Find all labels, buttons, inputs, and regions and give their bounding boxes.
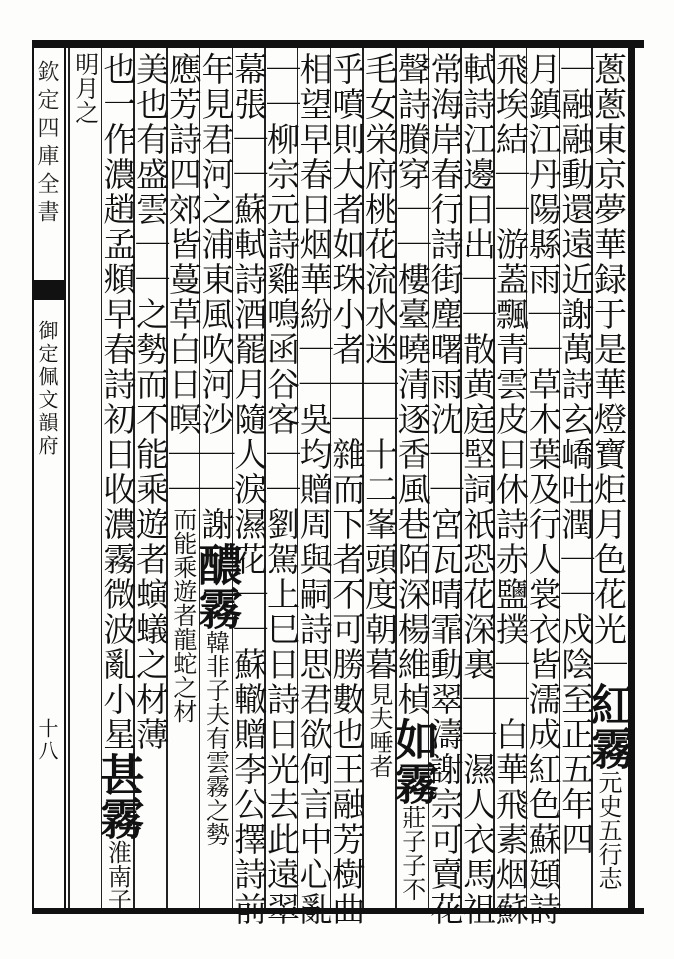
text-column — [163, 52, 203, 902]
annotation-text: 而能乘遊者龍蛇之材 — [168, 507, 197, 723]
text-column — [556, 52, 596, 902]
entry-heading: 甚霧 — [92, 752, 144, 840]
frame-right-border — [628, 40, 635, 914]
text-column — [261, 52, 301, 927]
text-column — [92, 52, 144, 912]
text-column — [294, 52, 334, 927]
body-text: 幕張｜｜蘇軾詩酒罷月隨人淚濕花｜｜蘇轍贈李公擇詩前 — [229, 52, 269, 927]
text-column — [360, 52, 400, 902]
text-column — [490, 52, 530, 927]
annotation-text: 見夫唾者 — [365, 682, 394, 778]
body-text: ｜｜柳宗元詩雞鳴函谷客｜｜劉駕上巳日詩日光去此遠翠 — [261, 52, 301, 927]
annotation-text: 元史五行志 — [593, 770, 622, 890]
annotation-text: 韓非子夫有雲霧之勢 — [201, 630, 230, 846]
body-text: 應芳詩四郊皆蔓草白日暝｜｜ — [163, 52, 203, 507]
margin-book-title: 御定佩文韻府 — [35, 320, 59, 458]
body-text: ｜融融動還遠近謝萬詩玄嶠吐潤｜｜戍陰 — [556, 52, 596, 682]
fishtail-notch — [34, 298, 64, 308]
text-column — [523, 52, 563, 927]
body-text: 飛埃結｜｜游蓋飄青雲皮日休詩赤鹽撲｜｜白華飛素烟蘇 — [490, 52, 530, 927]
body-text: 蔥蔥東京夢華録于是華燈寶炬月色花光｜ — [588, 52, 628, 682]
frame-top-border — [32, 40, 644, 48]
body-text: 月鎮江丹陽縣雨｜｜草木葉及行人裳衣皆濡成紅色蘇頲詩 — [523, 52, 563, 927]
entry-heading: 如霧 — [386, 717, 438, 805]
annotation-text: 明月之 — [70, 52, 99, 124]
text-column — [190, 52, 242, 902]
entry-heading: 紅霧 — [582, 682, 634, 770]
body-text: 也一作濃趙孟頫早春詩初日收濃霧微波亂小星 — [98, 52, 138, 752]
margin-page-number: 十八 — [35, 718, 59, 762]
text-column — [327, 52, 367, 927]
body-text: 常海岸春行詩街塵曙雨沈｜｜宮瓦晴霏動翠濤謝宗可賣花 — [425, 52, 465, 927]
body-text: 美也有盛雲｜｜之勢而不能乘遊者螾蟻之材薄 — [131, 52, 171, 752]
text-column — [229, 52, 269, 927]
body-text: 年見君河之浦東風吹河沙｜｜謝 — [196, 52, 236, 542]
text-column — [386, 52, 438, 902]
body-text: 至正五年四 — [556, 682, 596, 857]
body-text: 聲詩賸穿｜｜樓臺曉清逐香風巷陌深楊維楨 — [392, 52, 432, 717]
entry-heading: 醲霧 — [190, 542, 242, 630]
fishtail-mark — [34, 280, 64, 298]
margin-top-text: 欽定四庫全書 — [34, 60, 59, 228]
text-column — [458, 52, 498, 927]
body-text: 軾詩江邊日出｜｜散黄庭堅詞祇恐花深裏｜｜濕人衣馬祖 — [458, 52, 498, 927]
text-column — [70, 52, 100, 902]
body-text: 乎噴則大者如珠小者｜｜雜而下者不可勝數也王融芳樹曲 — [327, 52, 367, 927]
body-text: 毛女栄府桃花流水迷｜｜十二峯頭度朝暮 — [360, 52, 400, 682]
body-text: 相望早春日烟華紛｜｜吳均贈周與嗣詩思君欲何言中心亂 — [294, 52, 334, 927]
annotation-text: 淮南子 — [103, 840, 132, 912]
annotation-text: 莊子子不 — [397, 805, 426, 901]
margin-strip-rule — [64, 48, 66, 908]
text-column — [582, 52, 634, 902]
